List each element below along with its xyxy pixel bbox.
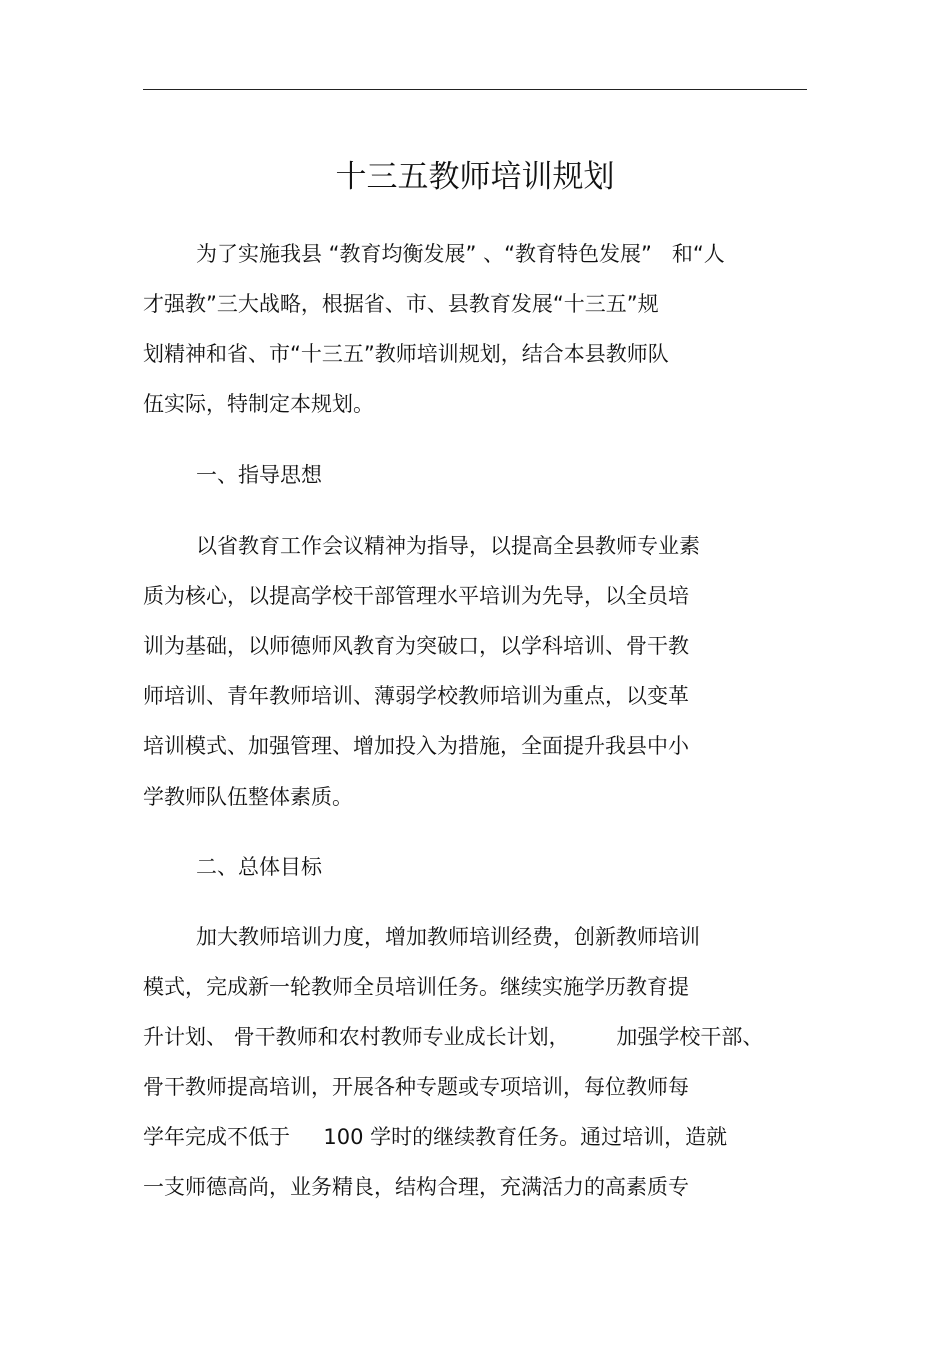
section2-line-6: 一支师德高尚，业务精良，结构合理，充满活力的高素质专 <box>143 1175 689 1199</box>
section2-line-4: 骨干教师提高培训，开展各种专题或专项培训，每位教师每 <box>143 1075 689 1099</box>
intro-line-3: 划精神和省、市“十三五”教师培训规划，结合本县教师队 <box>143 342 669 366</box>
section-heading-guiding-thought: 一、指导思想 <box>196 463 322 487</box>
section1-line-4: 师培训、青年教师培训、薄弱学校教师培训为重点，以变革 <box>143 684 689 708</box>
header-rule <box>143 89 807 90</box>
section1-line-2: 质为核心，以提高学校干部管理水平培训为先导，以全员培 <box>143 584 689 608</box>
section1-line-5: 培训模式、加强管理、增加投入为措施，全面提升我县中小 <box>143 734 689 758</box>
document-title: 十三五教师培训规划 <box>335 159 615 195</box>
section-heading-overall-goals: 二、总体目标 <box>196 855 322 879</box>
section2-line-2: 模式，完成新一轮教师全员培训任务。继续实施学历教育提 <box>143 975 689 999</box>
section1-line-3: 训为基础，以师德师风教育为突破口，以学科培训、骨干教 <box>143 634 689 658</box>
intro-line-1: 为了实施我县 “教育均衡发展” 、“教育特色发展” 和“人 <box>196 242 725 266</box>
section2-line-3: 升计划、 骨干教师和农村教师专业成长计划， 加强学校干部、 <box>143 1025 764 1049</box>
intro-line-2: 才强教”三大战略，根据省、市、县教育发展“十三五”规 <box>143 292 659 316</box>
section1-line-1: 以省教育工作会议精神为指导，以提高全县教师专业素 <box>196 534 700 558</box>
section2-line-5: 学年完成不低于 100 学时的继续教育任务。通过培训，造就 <box>143 1125 728 1149</box>
section1-line-6: 学教师队伍整体素质。 <box>143 785 353 809</box>
intro-line-4: 伍实际，特制定本规划。 <box>143 392 374 416</box>
section2-line-1: 加大教师培训力度，增加教师培训经费，创新教师培训 <box>196 925 700 949</box>
